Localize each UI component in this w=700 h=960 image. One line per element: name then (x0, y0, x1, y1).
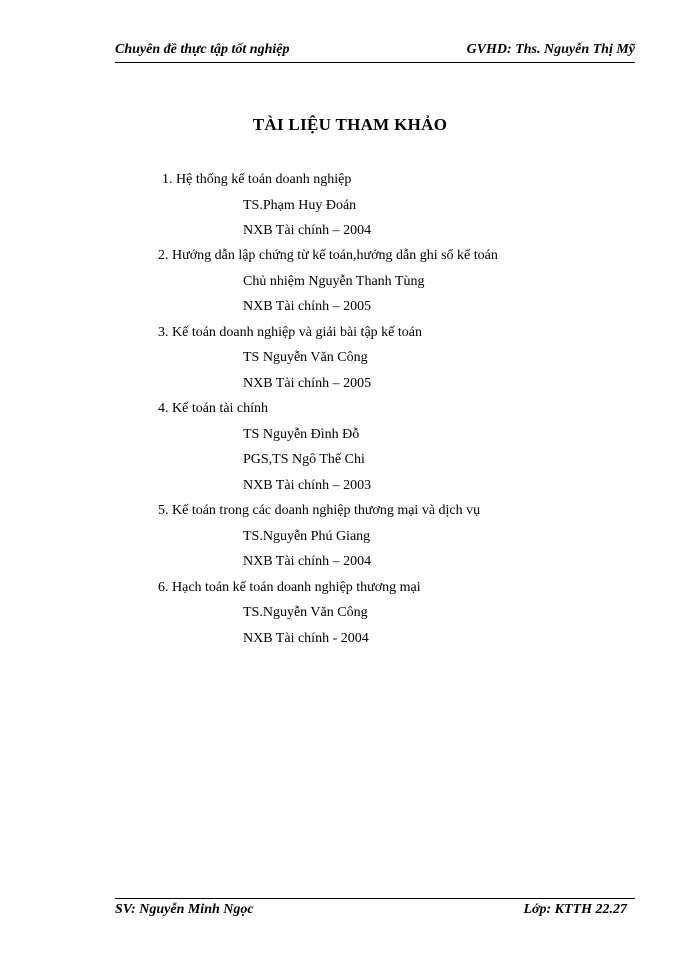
header-right-text: GVHD: Ths. Nguyễn Thị Mỹ (466, 42, 635, 57)
reference-author: TS.Phạm Huy Đoán (243, 198, 357, 213)
reference-publisher: NXB Tài chính – 2004 (243, 554, 372, 569)
reference-author: TS Nguyễn Văn Công (243, 350, 368, 365)
footer-left-text: SV: Nguyễn Minh Ngọc (115, 902, 254, 917)
reference-title: 1. Hệ thống kế toán doanh nghiệp (162, 172, 352, 187)
reference-author: TS.Nguyễn Văn Công (243, 605, 368, 620)
footer-right-text: Lớp: KTTH 22.27 (523, 902, 627, 917)
reference-author: TS.Nguyễn Phú Giang (243, 529, 371, 544)
page-header (115, 40, 635, 63)
reference-title: 3. Kế toán doanh nghiệp và giải bài tập kế toán (158, 325, 422, 340)
reference-title: 6. Hạch toán kế toán doanh nghiệp thương mại (158, 580, 421, 595)
page-title: TÀI LIỆU THAM KHẢO (252, 115, 448, 134)
reference-title: 4. Kế toán tài chính (158, 401, 269, 416)
reference-publisher: NXB Tài chính - 2004 (243, 631, 369, 646)
reference-publisher: NXB Tài chính – 2005 (243, 376, 372, 391)
reference-publisher: NXB Tài chính – 2005 (243, 299, 372, 314)
reference-author: PGS,TS Ngô Thế Chi (243, 452, 365, 467)
page-footer (115, 898, 635, 921)
header-left-text: Chuyên đề thực tập tốt nghiệp (115, 42, 290, 57)
reference-publisher: NXB Tài chính – 2004 (243, 223, 372, 238)
reference-title: 2. Hướng dẫn lập chứng từ kế toán,hướng dẫn ghi sổ kế toán (158, 248, 498, 263)
reference-author: Chủ nhiệm Nguyễn Thanh Tùng (243, 274, 425, 289)
reference-publisher: NXB Tài chính – 2003 (243, 478, 372, 493)
reference-title: 5. Kế toán trong các doanh nghiệp thương mại và dịch vụ (158, 503, 481, 518)
reference-author: TS Nguyễn Đình Đỗ (243, 427, 360, 442)
